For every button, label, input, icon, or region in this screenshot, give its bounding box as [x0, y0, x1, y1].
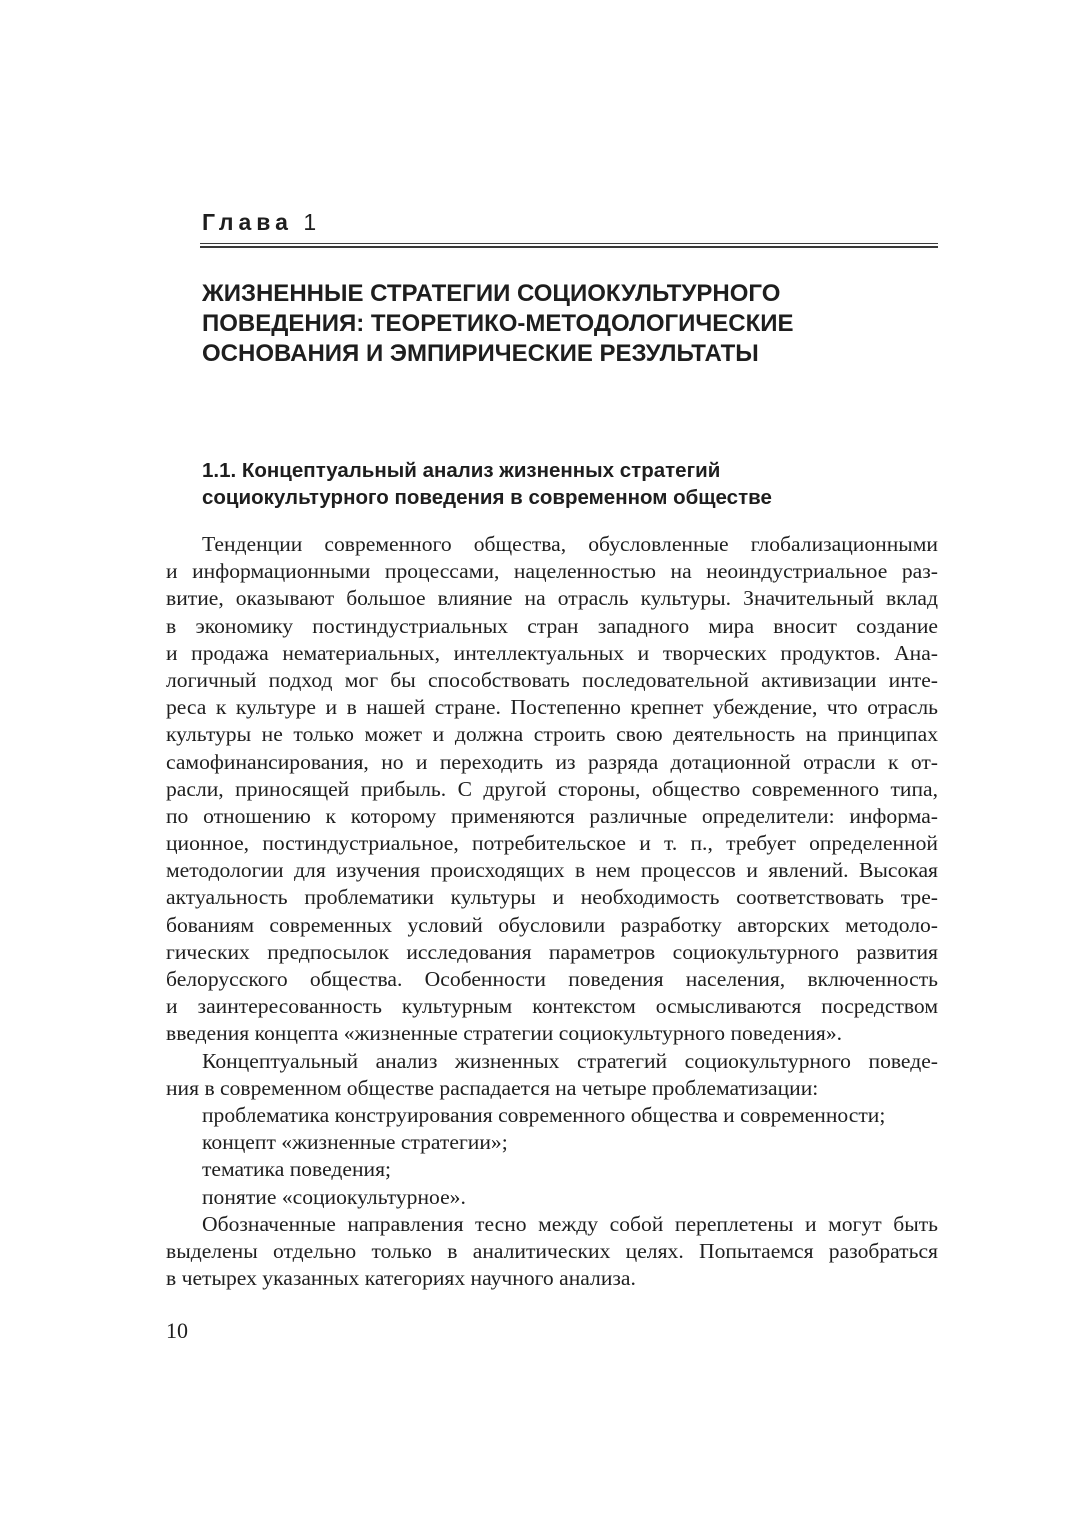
text-line: выделены отдельно только в аналитических целях. Попытаемся разобраться [166, 1238, 938, 1263]
chapter-rule-thin [200, 243, 938, 244]
text-line: по отношению к которому применяются различные определители: информа- [166, 803, 938, 828]
text-line: в четырех указанных категориях научного анализа. [166, 1266, 636, 1291]
text-line: реса к культуре и в нашей стране. Постепенно крепнет убеждение, что отрасль [166, 695, 938, 720]
text-line: белорусского общества. Особенности поведения населения, включенность [166, 967, 938, 991]
section-title-line: 1.1. Концептуальный анализ жизненных стратегий [202, 459, 721, 482]
text-line: методологии для изучения происходящих в нем процессов и явлений. Высокая [166, 858, 938, 883]
text-line: расли, приносящей прибыль. С другой стороны, общество современного типа, [166, 776, 938, 801]
chapter-rule-thick [200, 246, 938, 248]
text-line: витие, оказывают большое влияние на отрасль культуры. Значительный вклад [166, 586, 938, 611]
text-line: введения концепта «жизненные стратегии социокультурного поведения». [166, 1021, 843, 1046]
text-line: и информационными процессами, нацеленностью на неоиндустриальное раз- [166, 559, 938, 584]
chapter-title-line: ПОВЕДЕНИЯ: ТЕОРЕТИКО-МЕТОДОЛОГИЧЕСКИЕ [202, 310, 794, 337]
list-item: проблематика конструирования современного общества и современности; [202, 1102, 886, 1127]
section-title [202, 457, 942, 511]
text-line: в экономику постиндустриальных стран западного мира вносит создание [166, 613, 938, 638]
text-line: бованиям современных условий обусловили разработку авторских методоло- [166, 912, 938, 937]
text-line: Тенденции современного общества, обусловленные глобализационными [202, 532, 938, 556]
chapter-title [202, 279, 942, 369]
text-line: и заинтересованность культурным контекстом осмысливаются посредством [166, 994, 938, 1019]
text-line: самофинансирования, но и переходить из разряда дотационной отрасли к от- [166, 749, 938, 774]
chapter-number: 1 [303, 209, 317, 235]
list-item: тематика поведения; [202, 1157, 392, 1182]
text-line: логичный подход мог бы способствовать последовательной активизации инте- [166, 667, 938, 692]
page-number: 10 [166, 1318, 188, 1343]
chapter-word: Глава [202, 209, 293, 235]
text-line: Концептуальный анализ жизненных стратегий социокультурного поведе- [202, 1048, 938, 1073]
text-line: культуры не только может и должна строить свою деятельность на принципах [166, 722, 938, 747]
text-line: и продажа нематериальных, интеллектуальных и творческих продуктов. Ана- [166, 640, 938, 665]
chapter-title-line: ЖИЗНЕННЫЕ СТРАТЕГИИ СОЦИОКУЛЬТУРНОГО [202, 280, 781, 307]
list-item: концепт «жизненные стратегии»; [202, 1130, 508, 1155]
text-line: ционное, постиндустриальное, потребительское и т. п., требует определенной [166, 831, 938, 856]
list-item: понятие «социокультурное». [202, 1184, 466, 1209]
chapter-label [202, 206, 316, 238]
text-line: ния в современном обществе распадается на четыре проблематизации: [166, 1075, 819, 1100]
chapter-title-line: ОСНОВАНИЯ И ЭМПИРИЧЕСКИЕ РЕЗУЛЬТАТЫ [202, 340, 759, 367]
section-title-line: социокультурного поведения в современном обществе [202, 486, 772, 509]
text-line: гических предпосылок исследования параметров социокультурного развития [166, 939, 938, 964]
body-text [166, 531, 938, 1292]
text-line: Обозначенные направления тесно между собой переплетены и могут быть [202, 1211, 938, 1236]
text-line: актуальность проблематики культуры и необходимость соответствовать тре- [166, 885, 938, 910]
